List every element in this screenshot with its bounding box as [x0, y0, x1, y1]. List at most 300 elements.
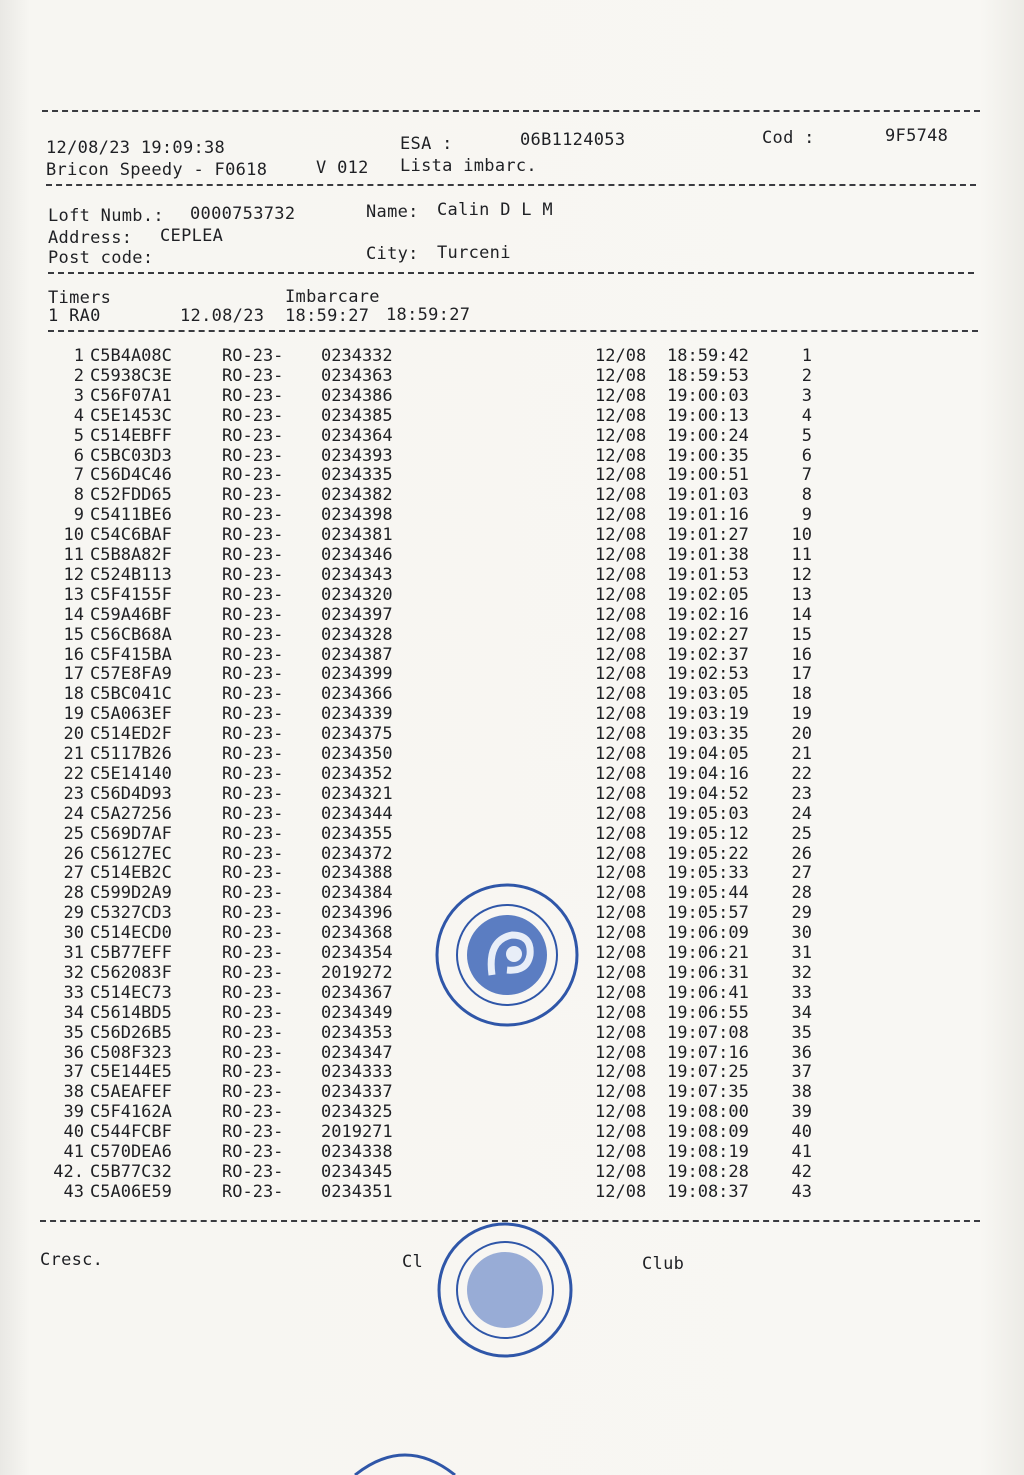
- arrival-time: 18:59:53: [667, 365, 749, 386]
- position: 20: [791, 724, 812, 745]
- ring-number: 0234384: [321, 883, 393, 904]
- row-number: 26: [63, 843, 84, 864]
- ring-number: 0234328: [321, 624, 393, 645]
- ring-prefix: RO-23-: [222, 1042, 284, 1063]
- timer-time-1: 18:59:27: [285, 306, 370, 326]
- ring-number: 0234366: [321, 684, 393, 705]
- arrival-time: 19:01:03: [667, 485, 749, 506]
- ring-prefix: RO-23-: [222, 744, 284, 764]
- position: 15: [791, 624, 812, 645]
- arrival-time: 19:06:31: [667, 962, 749, 983]
- arrival-date: 12/08: [595, 943, 647, 963]
- chip-code: C56F07A1: [90, 385, 172, 406]
- position: 16: [791, 644, 812, 665]
- row-number: 18: [63, 684, 84, 705]
- arrival-time: 19:02:05: [667, 584, 749, 605]
- position: 19: [791, 704, 812, 725]
- ring-prefix: RO-23-: [222, 445, 284, 466]
- loft-rule: [48, 272, 974, 274]
- arrival-date: 12/08: [595, 465, 647, 486]
- position: 6: [801, 445, 812, 466]
- chip-code: C5E14140: [90, 763, 172, 784]
- row-number: 33: [63, 982, 84, 1003]
- row-number: 28: [63, 883, 84, 904]
- chip-code: C5AEAFEF: [90, 1082, 172, 1103]
- chip-code: C59A46BF: [90, 604, 172, 625]
- arrival-date: 12/08: [595, 1181, 647, 1202]
- chip-code: C5614BD5: [90, 1002, 172, 1023]
- chip-code: C5327CD3: [90, 903, 172, 924]
- row-number: 42.: [53, 1161, 84, 1182]
- position: 36: [791, 1042, 812, 1063]
- chip-code: C5BC041C: [90, 684, 172, 705]
- timer-date: 12.08/23: [180, 306, 265, 326]
- chip-code: C5B4A08C: [90, 346, 172, 366]
- row-number: 41: [63, 1142, 84, 1162]
- arrival-time: 19:08:09: [667, 1122, 749, 1143]
- chip-code: C524B113: [90, 564, 172, 585]
- ring-number: 0234352: [321, 763, 393, 784]
- row-number: 6: [73, 445, 84, 466]
- position: 40: [791, 1122, 812, 1143]
- arrival-time: 19:04:05: [667, 744, 749, 764]
- arrival-time: 19:00:13: [667, 405, 749, 426]
- chip-code: C5BC03D3: [90, 445, 172, 466]
- position: 34: [791, 1002, 812, 1023]
- chip-code: C5E144E5: [90, 1062, 172, 1083]
- arrival-time: 19:00:35: [667, 445, 749, 466]
- arrival-date: 12/08: [595, 744, 647, 764]
- ring-prefix: RO-23-: [222, 1002, 284, 1023]
- ring-prefix: RO-23-: [222, 923, 284, 944]
- address-label: Address:: [48, 228, 133, 248]
- ring-prefix: RO-23-: [222, 883, 284, 904]
- cresc-label: Cresc.: [40, 1250, 104, 1270]
- ring-prefix: RO-23-: [222, 664, 284, 685]
- ring-number: 0234364: [321, 425, 393, 446]
- table-row: [0, 505, 1024, 525]
- position: 33: [791, 982, 812, 1003]
- loft-numb-value: 0000753732: [190, 204, 296, 224]
- ring-number: 0234325: [321, 1102, 393, 1123]
- stamp-fragment: [350, 1445, 460, 1475]
- chip-code: C5A06E59: [90, 1181, 172, 1202]
- arrival-date: 12/08: [595, 803, 647, 824]
- row-number: 10: [63, 525, 84, 546]
- position: 14: [791, 604, 812, 625]
- ring-prefix: RO-23-: [222, 564, 284, 585]
- ring-number: 0234372: [321, 843, 393, 864]
- post-code-label: Post code:: [48, 248, 154, 268]
- ring-number: 0234320: [321, 584, 393, 605]
- chip-code: C514EB2C: [90, 863, 172, 884]
- header-datetime: 12/08/23 19:09:38: [46, 138, 226, 158]
- arrival-time: 19:01:38: [667, 545, 749, 565]
- esa-value: 06B1124053: [520, 130, 626, 150]
- list-title: Lista imbarc.: [400, 156, 537, 176]
- device-name: Bricon Speedy - F0618: [46, 160, 268, 180]
- arrival-time: 19:02:37: [667, 644, 749, 665]
- ring-number: 0234393: [321, 445, 393, 466]
- ring-prefix: RO-23-: [222, 505, 284, 526]
- arrival-date: 12/08: [595, 365, 647, 386]
- ring-number: 0234382: [321, 485, 393, 506]
- city-label: City:: [366, 244, 419, 264]
- ring-prefix: RO-23-: [222, 1161, 284, 1182]
- position: 5: [801, 425, 812, 446]
- arrival-date: 12/08: [595, 843, 647, 864]
- arrival-time: 19:02:53: [667, 664, 749, 685]
- ring-number: 0234396: [321, 903, 393, 924]
- club-label-partial: Cl: [402, 1252, 424, 1272]
- chip-code: C514ED2F: [90, 724, 172, 745]
- arrival-date: 12/08: [595, 1142, 647, 1162]
- union-stamp-seal: [432, 880, 582, 1030]
- table-row: [0, 784, 1024, 804]
- ring-prefix: RO-23-: [222, 704, 284, 725]
- ring-number: 0234368: [321, 923, 393, 944]
- arrival-time: 19:08:37: [667, 1181, 749, 1202]
- name-label: Name:: [366, 202, 419, 222]
- imbarcare-label: Imbarcare: [285, 287, 380, 307]
- arrival-time: 19:05:22: [667, 843, 749, 864]
- row-number: 17: [63, 664, 84, 685]
- ring-prefix: RO-23-: [222, 1082, 284, 1103]
- row-number: 14: [63, 604, 84, 625]
- chip-code: C569D7AF: [90, 823, 172, 844]
- row-number: 31: [63, 943, 84, 963]
- arrival-time: 19:03:35: [667, 724, 749, 745]
- timers-label: Timers: [48, 288, 112, 308]
- table-row: [0, 386, 1024, 406]
- arrival-date: 12/08: [595, 1102, 647, 1123]
- row-number: 35: [63, 1022, 84, 1043]
- ring-number: 0234350: [321, 744, 393, 764]
- ring-number: 0234381: [321, 525, 393, 546]
- arrival-date: 12/08: [595, 823, 647, 844]
- arrival-time: 19:00:03: [667, 385, 749, 406]
- device-version: V 012: [316, 158, 369, 178]
- position: 10: [791, 525, 812, 546]
- arrival-time: 19:05:03: [667, 803, 749, 824]
- position: 17: [791, 664, 812, 685]
- position: 18: [791, 684, 812, 705]
- position: 11: [791, 545, 812, 565]
- header-rule: [46, 184, 976, 186]
- arrival-date: 12/08: [595, 425, 647, 446]
- ring-number: 0234351: [321, 1181, 393, 1202]
- table-row: [0, 1102, 1024, 1122]
- ring-number: 0234337: [321, 1082, 393, 1103]
- position: 4: [801, 405, 812, 426]
- arrival-date: 12/08: [595, 883, 647, 904]
- table-row: [0, 585, 1024, 605]
- timer-id: 1 RA0: [48, 306, 101, 326]
- row-number: 8: [73, 485, 84, 506]
- arrival-time: 19:06:41: [667, 982, 749, 1003]
- ring-number: 0234386: [321, 385, 393, 406]
- row-number: 2: [73, 365, 84, 386]
- ring-number: 0234338: [321, 1142, 393, 1162]
- ring-number: 0234347: [321, 1042, 393, 1063]
- arrival-date: 12/08: [595, 1002, 647, 1023]
- row-number: 12: [63, 564, 84, 585]
- table-row: [0, 406, 1024, 426]
- arrival-time: 19:05:57: [667, 903, 749, 924]
- arrival-date: 12/08: [595, 1022, 647, 1043]
- table-row: [0, 1122, 1024, 1142]
- row-number: 27: [63, 863, 84, 884]
- arrival-date: 12/08: [595, 624, 647, 645]
- ring-prefix: RO-23-: [222, 405, 284, 426]
- ring-number: 0234387: [321, 644, 393, 665]
- ring-prefix: RO-23-: [222, 803, 284, 824]
- table-row: [0, 645, 1024, 665]
- row-number: 23: [63, 783, 84, 804]
- chip-code: C508F323: [90, 1042, 172, 1063]
- cod-label: Cod :: [762, 128, 815, 148]
- name-value: Calin D L M: [437, 200, 553, 220]
- row-number: 40: [63, 1122, 84, 1143]
- table-row: [0, 844, 1024, 864]
- arrival-date: 12/08: [595, 982, 647, 1003]
- arrival-date: 12/08: [595, 704, 647, 725]
- ring-number: 0234375: [321, 724, 393, 745]
- ring-prefix: RO-23-: [222, 1142, 284, 1162]
- arrival-time: 19:05:33: [667, 863, 749, 884]
- ring-number: 0234399: [321, 664, 393, 685]
- table-row: [0, 565, 1024, 585]
- arrival-time: 19:04:16: [667, 763, 749, 784]
- table-row: [0, 625, 1024, 645]
- ring-prefix: RO-23-: [222, 604, 284, 625]
- row-number: 25: [63, 823, 84, 844]
- table-row: [0, 605, 1024, 625]
- arrival-time: 19:03:05: [667, 684, 749, 705]
- ring-number: 0234353: [321, 1022, 393, 1043]
- chip-code: C514EC73: [90, 982, 172, 1003]
- ring-prefix: RO-23-: [222, 1102, 284, 1123]
- position: 28: [791, 883, 812, 904]
- table-row: [0, 446, 1024, 466]
- table-row: [0, 545, 1024, 565]
- ring-prefix: RO-23-: [222, 545, 284, 565]
- table-row: [0, 1182, 1024, 1202]
- chip-code: C5B77EFF: [90, 943, 172, 963]
- ring-number: 0234344: [321, 803, 393, 824]
- arrival-date: 12/08: [595, 644, 647, 665]
- arrival-date: 12/08: [595, 664, 647, 685]
- arrival-time: 19:07:25: [667, 1062, 749, 1083]
- chip-code: C5F4155F: [90, 584, 172, 605]
- chip-code: C5B8A82F: [90, 545, 172, 565]
- row-number: 37: [63, 1062, 84, 1083]
- table-row: [0, 684, 1024, 704]
- chip-code: C56CB68A: [90, 624, 172, 645]
- arrival-time: 19:02:16: [667, 604, 749, 625]
- ring-prefix: RO-23-: [222, 365, 284, 386]
- arrival-date: 12/08: [595, 783, 647, 804]
- row-number: 24: [63, 803, 84, 824]
- position: 12: [791, 564, 812, 585]
- arrival-time: 19:06:55: [667, 1002, 749, 1023]
- table-row: [0, 1162, 1024, 1182]
- chip-code: C514EBFF: [90, 425, 172, 446]
- arrival-date: 12/08: [595, 903, 647, 924]
- row-number: 19: [63, 704, 84, 725]
- chip-code: C5A063EF: [90, 704, 172, 725]
- chip-code: C56127EC: [90, 843, 172, 864]
- ring-prefix: RO-23-: [222, 346, 284, 366]
- chip-code: C5117B26: [90, 744, 172, 764]
- arrival-date: 12/08: [595, 1082, 647, 1103]
- ring-prefix: RO-23-: [222, 982, 284, 1003]
- ring-prefix: RO-23-: [222, 624, 284, 645]
- ring-prefix: RO-23-: [222, 684, 284, 705]
- chip-code: C5F4162A: [90, 1102, 172, 1123]
- position: 8: [801, 485, 812, 506]
- ring-number: 0234354: [321, 943, 393, 963]
- position: 41: [791, 1142, 812, 1162]
- ring-number: 2019271: [321, 1122, 393, 1143]
- arrival-time: 19:01:27: [667, 525, 749, 546]
- ring-number: 0234345: [321, 1161, 393, 1182]
- table-row: [0, 1082, 1024, 1102]
- arrival-time: 19:01:16: [667, 505, 749, 526]
- table-row: [0, 485, 1024, 505]
- ring-number: 0234367: [321, 982, 393, 1003]
- arrival-date: 12/08: [595, 1161, 647, 1182]
- position: 43: [791, 1181, 812, 1202]
- ring-prefix: RO-23-: [222, 425, 284, 446]
- chip-code: C5F415BA: [90, 644, 172, 665]
- arrival-date: 12/08: [595, 405, 647, 426]
- arrival-time: 19:03:19: [667, 704, 749, 725]
- row-number: 32: [63, 962, 84, 983]
- union-stamp-seal-bottom: [430, 1220, 580, 1360]
- table-row: [0, 366, 1024, 386]
- arrival-date: 12/08: [595, 724, 647, 745]
- row-number: 29: [63, 903, 84, 924]
- table-row: [0, 1043, 1024, 1063]
- row-number: 43: [63, 1181, 84, 1202]
- ring-prefix: RO-23-: [222, 385, 284, 406]
- table-row: [0, 704, 1024, 724]
- arrival-time: 19:06:09: [667, 923, 749, 944]
- ring-prefix: RO-23-: [222, 1022, 284, 1043]
- row-number: 11: [63, 545, 84, 565]
- arrival-date: 12/08: [595, 863, 647, 884]
- row-number: 34: [63, 1002, 84, 1023]
- position: 39: [791, 1102, 812, 1123]
- arrival-time: 19:00:51: [667, 465, 749, 486]
- arrival-time: 19:04:52: [667, 783, 749, 804]
- arrival-date: 12/08: [595, 564, 647, 585]
- timers-rule: [48, 330, 978, 332]
- row-number: 36: [63, 1042, 84, 1063]
- ring-prefix: RO-23-: [222, 783, 284, 804]
- ring-number: 0234333: [321, 1062, 393, 1083]
- row-number: 4: [73, 405, 84, 426]
- timer-time-2: 18:59:27: [386, 305, 471, 325]
- top-rule: [42, 110, 980, 112]
- arrival-time: 19:07:16: [667, 1042, 749, 1063]
- chip-code: C5B77C32: [90, 1161, 172, 1182]
- ring-prefix: RO-23-: [222, 943, 284, 963]
- arrival-date: 12/08: [595, 584, 647, 605]
- ring-prefix: RO-23-: [222, 724, 284, 745]
- chip-code: C5A27256: [90, 803, 172, 824]
- ring-prefix: RO-23-: [222, 1122, 284, 1143]
- ring-prefix: RO-23-: [222, 525, 284, 546]
- arrival-time: 19:05:12: [667, 823, 749, 844]
- ring-number: 0234339: [321, 704, 393, 725]
- arrival-date: 12/08: [595, 485, 647, 506]
- table-row: [0, 1062, 1024, 1082]
- row-number: 15: [63, 624, 84, 645]
- table-row: [0, 465, 1024, 485]
- position: 2: [801, 365, 812, 386]
- arrival-time: 19:01:53: [667, 564, 749, 585]
- table-row: [0, 664, 1024, 684]
- ring-number: 0234332: [321, 346, 393, 366]
- cod-value: 9F5748: [885, 126, 949, 146]
- ring-prefix: RO-23-: [222, 843, 284, 864]
- arrival-time: 19:08:28: [667, 1161, 749, 1182]
- arrival-time: 19:08:19: [667, 1142, 749, 1162]
- position: 13: [791, 584, 812, 605]
- arrival-date: 12/08: [595, 445, 647, 466]
- chip-code: C5E1453C: [90, 405, 172, 426]
- esa-label: ESA :: [400, 134, 453, 154]
- row-number: 39: [63, 1102, 84, 1123]
- table-row: [0, 1142, 1024, 1162]
- position: 35: [791, 1022, 812, 1043]
- chip-code: C57E8FA9: [90, 664, 172, 685]
- arrival-time: 18:59:42: [667, 346, 749, 366]
- table-row: [0, 824, 1024, 844]
- ring-prefix: RO-23-: [222, 1062, 284, 1083]
- arrival-date: 12/08: [595, 346, 647, 366]
- position: 24: [791, 803, 812, 824]
- arrival-date: 12/08: [595, 962, 647, 983]
- row-number: 1: [73, 346, 84, 366]
- row-number: 20: [63, 724, 84, 745]
- position: 27: [791, 863, 812, 884]
- ring-prefix: RO-23-: [222, 903, 284, 924]
- ring-number: 0234363: [321, 365, 393, 386]
- chip-code: C5938C3E: [90, 365, 172, 386]
- position: 37: [791, 1062, 812, 1083]
- arrival-time: 19:05:44: [667, 883, 749, 904]
- row-number: 21: [63, 744, 84, 764]
- position: 32: [791, 962, 812, 983]
- arrival-date: 12/08: [595, 763, 647, 784]
- ring-number: 0234397: [321, 604, 393, 625]
- position: 38: [791, 1082, 812, 1103]
- chip-code: C544FCBF: [90, 1122, 172, 1143]
- arrival-date: 12/08: [595, 545, 647, 565]
- arrival-date: 12/08: [595, 684, 647, 705]
- chip-code: C56D4C46: [90, 465, 172, 486]
- chip-code: C514ECD0: [90, 923, 172, 944]
- position: 1: [801, 346, 812, 366]
- table-row: [0, 346, 1024, 366]
- ring-prefix: RO-23-: [222, 465, 284, 486]
- position: 21: [791, 744, 812, 764]
- row-number: 7: [73, 465, 84, 486]
- ring-prefix: RO-23-: [222, 485, 284, 506]
